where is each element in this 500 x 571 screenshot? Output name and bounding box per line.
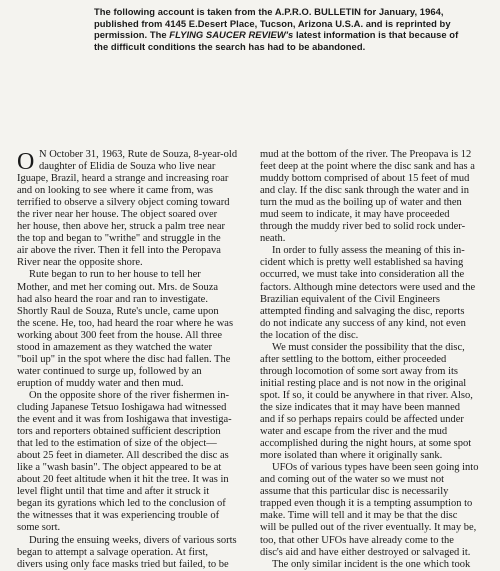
intro-note [94, 6, 464, 52]
text-line: the location of the disc. [260, 329, 359, 341]
text-line: On the opposite shore of the river fishermen in- [29, 389, 230, 401]
text-line: factors. Although mine detectors were used and the [260, 281, 476, 293]
text-line: eruption of muddy water and then mud. [17, 377, 184, 389]
text-line: occurred, we must take into consideration all the [260, 269, 465, 281]
text-line: the scene. He, too, had heard the roar where he was [17, 317, 234, 329]
article-left-column [17, 149, 249, 571]
text-line: divers using only face masks tried but failed, to be [17, 558, 229, 570]
text-line: some sort. [17, 522, 61, 534]
text-line: through locomotion of some sort away from its [260, 365, 459, 377]
text-line: and if so perhaps repairs could be affected under [260, 414, 464, 426]
text-line: like a "wash basin". The object appeared to be at [17, 462, 222, 474]
text-line: The only similar incident is the one which took [272, 558, 471, 570]
text-line: tors and reporters obtained sufficient description [17, 426, 221, 438]
text-line: water continued to surge up, followed by an [17, 365, 202, 377]
intro-line: The following account is taken from the A.P.R.O. BULLETIN for January, 1964, [94, 6, 444, 17]
text-line: and clay. If the disc sank through the water and in [260, 185, 469, 197]
text-line: We must consider the possibility that the disc, [272, 341, 465, 353]
text-line: after settling to the bottom, either proceeded [260, 353, 447, 365]
text-line: began its gyrations which led to the conclusion of [17, 498, 226, 510]
text-line: the event and it was from Ioshigawa that investiga- [17, 414, 232, 426]
text-line: her house, then above her, struck a palm tree near [17, 221, 226, 233]
text-line: assume that this particular disc is necessarily [260, 486, 449, 498]
text-line: neath. [260, 233, 286, 245]
text-line: Rute began to run to her house to tell her [29, 269, 201, 281]
text-line: Mother, and met her coming out. Mrs. de Souza [17, 281, 219, 293]
text-line: had also heard the roar and ran to investigate. [17, 293, 208, 305]
text-line: cluding Japanese Tetsuo Ioshigawa had witnessed [17, 401, 227, 413]
text-line: about 25 feet in diameter. All described the disc as [17, 450, 229, 462]
text-line: In order to fully assess the meaning of this in- [272, 245, 465, 257]
text-line: will be pulled out of the river eventually. It may be, [260, 522, 477, 534]
text-line: about 20 feet altitude when it hit the tree. It was in [17, 474, 229, 486]
intro-italic: FLYING SAUCER REVIEW's [169, 29, 294, 41]
text-line: daughter of Elidia de Souza who live near [39, 161, 216, 173]
intro-line: the difficult conditions the search has had to be abandoned. [94, 40, 366, 52]
text-line: the witnesses that it was experiencing trouble of [17, 510, 220, 522]
text-line: water and escape from the river and the mud [260, 426, 448, 438]
text-line: terrified to observe a silvery object coming toward [17, 197, 230, 209]
text-line: turn the mud as the boiling up of water and then [260, 197, 462, 209]
intro-line: published from 4145 E.Desert Place, Tucson, Arizona U.S.A. and is reprinted by [94, 17, 451, 29]
text-line: cident which is pretty well established sa having [260, 257, 464, 269]
text-line: make. Time will tell and it may be that the disc [260, 510, 458, 522]
text-line: and on looking to see where it came from, was [17, 185, 213, 197]
text-line: "boil up" in the spot where the disc had fallen. The [17, 353, 231, 365]
text-line: Iguape, Brazil, heard a strange and increasing roar [17, 173, 229, 185]
text-line: Shortly Raul de Souza, Rute's uncle, came upon [17, 305, 219, 317]
text-line: feet deep at the point where the disc sank and has a [260, 161, 475, 173]
text-line: UFOs of various types have been seen going into [272, 462, 479, 474]
text-line: mud at the bottom of the river. The Preopava is 12 [260, 149, 472, 160]
text-line: do not indicate any success of any kind, not even [260, 317, 466, 329]
text-line: River near the opposite shore. [17, 257, 143, 269]
text-line: through the muddy river bed to solid rock under- [260, 221, 466, 233]
text-line: Brazilian equivalent of the Civil Engineers [260, 293, 440, 305]
text-line: stood in amazement as they watched the water [17, 341, 213, 353]
intro-line: permission. The FLYING SAUCER REVIEW's latest information is that because of [94, 29, 459, 41]
text-line: attempted finding and salvaging the disc, reports [260, 305, 465, 317]
text-line: mud seem to indicate, it may have proceeded [260, 209, 450, 221]
text-line: the river near her house. The object soared over [17, 209, 218, 221]
drop-cap: O [17, 149, 35, 175]
text-line: accomplished during the night hours, at some spot [260, 438, 472, 450]
text-line: air above the river. Then it fell into the Peropava [17, 245, 221, 257]
text-line: that led to the estimation of size of the object— [17, 438, 217, 450]
text-line: spot. If so, it could be anywhere in that river. Also, [260, 389, 473, 401]
text-line: and coming out of the water so we must not [260, 474, 445, 486]
article-right-column [260, 149, 492, 571]
text-line: the top and began to "writhe" and struggle in the [17, 233, 221, 245]
text-line: began to attempt a salvage operation. At first, [17, 546, 208, 558]
text-line: During the ensuing weeks, divers of various sorts [29, 534, 237, 546]
text-line: trapped even though it is a tempting assumption to [260, 498, 473, 510]
text-line: muddy bottom comprised of about 15 feet of mud [260, 173, 470, 185]
text-line: the size indicates that it may have been manned [260, 401, 461, 413]
text-line: N October 31, 1963, Rute de Souza, 8-year-old [39, 149, 238, 160]
text-line: working about 300 feet from the house. All three [17, 329, 222, 341]
text-line: initial resting place and is not now in the original [260, 377, 467, 389]
text-line: too, that other UFOs have already come to the [260, 534, 454, 546]
text-line: level flight until that time and after it struck it [17, 486, 210, 498]
text-line: more isolated than where it originally sank. [260, 450, 443, 462]
text-line: disc's aid and have either destroyed or salvaged it. [260, 546, 471, 558]
